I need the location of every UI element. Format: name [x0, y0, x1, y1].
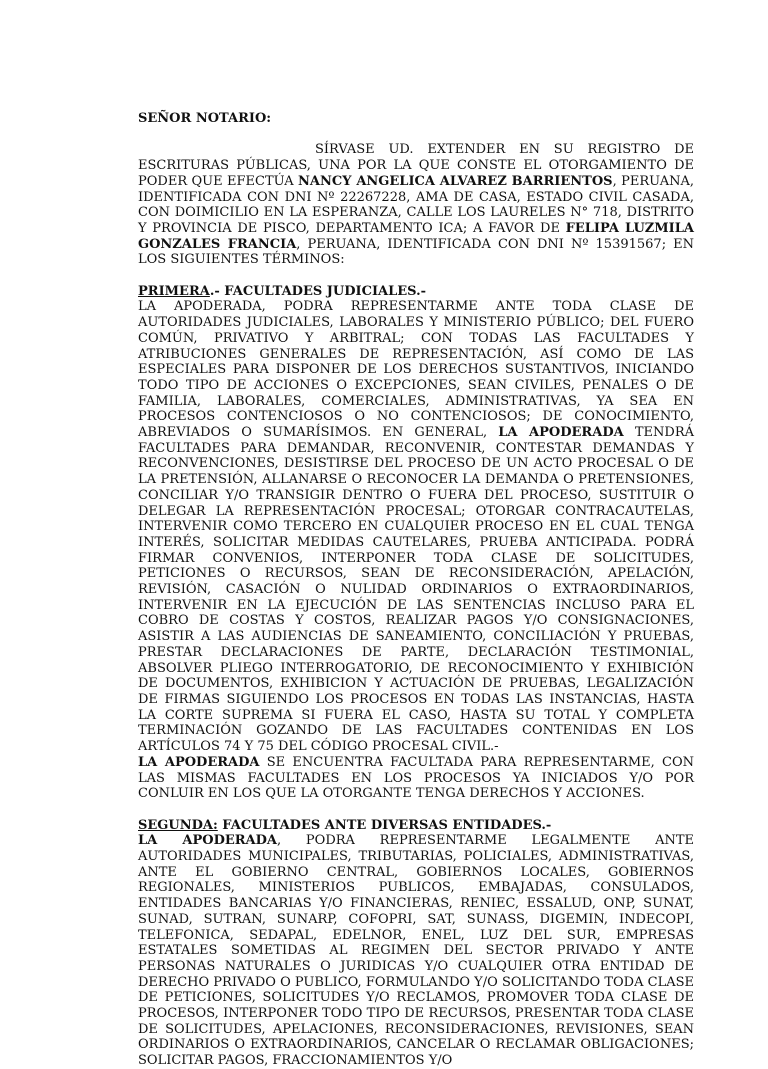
primera-text-2c: SE ENCUENTRA FACULTADA PARA REPRESENTARME, CON LAS MISMAS FACULTADES EN LOS PROCESOS YA INICIADOS Y/O POR CONLUIR EN LOS QUE LA OTORGANTE TENGA DERECHOS Y ACCIONES.	[138, 754, 695, 802]
segunda-heading-text: FACULTADES ANTE DIVERSAS ENTIDADES.-	[217, 817, 552, 833]
segunda-paragraph	[138, 833, 694, 1069]
primera-label: PRIMERA	[138, 283, 210, 299]
primera-paragraph-2	[138, 755, 694, 802]
grantor-name: NANCY ANGELICA ALVAREZ BARRIENTOS	[298, 173, 613, 189]
segunda-text-1: , PODRA REPRESENTARME LEGALMENTE ANTE AUTORIDADES MUNICIPALES, TRIBUTARIAS, POLICIALES, ADMINISTRATIVAS, ANTE EL GOBIERNO CENTRAL, GOBIERNOS LOCALES, GOBIERNOS REGIONALES, MINISTERIOS PUBLICOS, EMBAJADAS, CONSULADOS, ENTIDADES BANCARIAS Y/O FINANCIERAS, RENIEC, ESSALUD, ONP, SUNAT, SUNAD, SUTRAN, SUNARP, COFOPRI, SAT, SUNASS, DIGEMIN, INDECOPI, TELEFONICA, SEDAPAL, EDELNOR, ENEL, LUZ DEL SUR, EMPRESAS ESTATALES SOMETIDAS AL REGIMEN DEL SECTOR PRIVADO Y ANTE PERSONAS NATURALES O JURIDICAS Y/O CUALQUIER OTRA ENTIDAD DE DERECHO PRIVADO O PUBLICO, FORMULANDO Y/O SOLICITANDO TODA CLASE DE PETICIONES, SOLICITUDES Y/O RECLAMOS, PROMOVER TODA CLASE DE PROCESOS, INTERPONER TODO TIPO DE RECURSOS, PRESENTAR TODA CLASE DE SOLICITUDES, APELACIONES, RECONSIDERACIONES, REVISIONES, SEAN ORDINARIOS O EXTRAORDINARIOS, CANCELAR O RECLAMAR OBLIGACIONES; SOLICITAR PAGOS, FRACCIONAMIENTOS Y/O	[138, 833, 695, 1069]
document-page	[138, 111, 694, 1069]
spacer	[138, 802, 694, 818]
spacer	[138, 127, 694, 143]
segunda-label: SEGUNDA:	[138, 817, 218, 833]
primera-bold-1: LA APODERADA	[498, 425, 624, 441]
segunda-bold-1: LA APODERADA	[138, 833, 278, 849]
document-title: SEÑOR NOTARIO:	[138, 111, 272, 126]
intro-text-1: SÍRVASE UD. EXTENDER EN SU REGISTRO DE ESCRITURAS PÚBLICAS, UNA POR LA QUE CONSTE EL OTORGAMIENTO DE PODER QUE EFECTÚA	[138, 142, 694, 189]
primera-paragraph-1	[138, 299, 694, 754]
intro-text-3: , PERUANA, IDENTIFICADA CON DNI Nº 15391567; EN LOS SIGUIENTES TÉRMINOS:	[138, 236, 694, 268]
primera-heading	[138, 284, 694, 300]
primera-text-1c: TENDRÁ FACULTADES PARA DEMANDAR, RECONVENIR, CONTESTAR DEMANDAS Y RECONVENCIONES, DESISTIRSE DEL PROCESO DE UN ACTO PROCESAL O DE LA PRETENSIÓN, ALLANARSE O RECONOCER LA DEMANDA O PRETENSIONES, CONCILIAR Y/O TRANSIGIR DENTRO O FUERA DEL PROCESO, SUSTITUIR O DELEGAR LA REPRESENTACIÓN PROCESAL; OTORGAR CONTRACAUTELAS, INTERVENIR COMO TERCERO EN CUALQUIER PROCESO EN EL CUAL TENGA INTERÉS, SOLICITAR MEDIDAS CAUTELARES, PRUEBA ANTICIPADA. PODRÁ FIRMAR CONVENIOS, INTERPONER TODA CLASE DE SOLICITUDES, PETICIONES O RECURSOS, SEAN DE RECONSIDERACIÓN, APELACIÓN, REVISIÓN, CASACIÓN O NULIDAD ORDINARIOS O EXTRAORDINARIOS, INTERVENIR EN LA EJECUCIÓN DE LAS SENTENCIAS INCLUSO PARA EL COBRO DE COSTAS Y COSTOS, REALIZAR PAGOS Y/O CONSIGNACIONES, ASISTIR A LAS AUDIENCIAS DE SANEAMIENTO, CONCILIACIÓN Y PRUEBAS, PRESTAR DECLARACIONES DE PARTE, DECLARACIÓN TESTIMONIAL, ABSOLVER PLIEGO INTERROGATORIO, DE RECONOCIMIENTO Y EXHIBICIÓN DE DOCUMENTOS, EXHIBICION Y ACTUACIÓN DE PRUEBAS, LEGALIZACIÓN DE FIRMAS SIGUIENDO LOS PROCESOS EN TODAS LAS INSTANCIAS, HASTA LA CORTE SUPREMA SI FUERA EL CASO, HASTA SU TOTAL Y COMPLETA TERMINACIÓN GOZANDO DE LAS FACULTADES CONTENIDAS EN LOS ARTÍCULOS 74 Y 75 DEL CÓDIGO PROCESAL CIVIL.-	[138, 425, 694, 755]
primera-text-1a: LA APODERADA, PODRA REPRESENTARME ANTE TODA CLASE DE AUTORIDADES JUDICIALES, LABORALES Y MINISTERIO PÚBLICO; DEL FUERO COMÚN, PRIVATIVO Y ARBITRAL; CON TODAS LAS FACULTADES Y ATRIBUCIONES GENERALES DE REPRESENTACIÓN, ASÍ COMO DE LAS ESPECIALES PARA DISPONER DE LOS DERECHOS SUSTANTIVOS, INICIANDO TODO TIPO DE ACCIONES O EXCEPCIONES, SEAN CIVILES, PENALES O DE FAMILIA, LABORALES, COMERCIALES, ADMINISTRATIVAS, YA SEA EN PROCESOS CONTENCIOSOS O NO CONTENCIOSOS; DE CONOCIMIENTO, ABREVIADOS O SUMARÍSIMOS. EN GENERAL,	[138, 299, 694, 441]
intro-text-2: , PERUANA, IDENTIFICADA CON DNI Nº 22267228, AMA DE CASA, ESTADO CIVIL CASADA, CON DOIMICILIO EN LA ESPERANZA, CALLE LOS LAURELES N° 718, DISTRITO Y PROVINCIA DE PISCO, DEPARTAMENTO ICA; A FAVOR DE	[138, 173, 694, 236]
spacer	[138, 268, 694, 284]
primera-bold-2: LA APODERADA	[138, 754, 260, 770]
attorney-name: FELIPA LUZMILA GONZALES FRANCIA	[138, 220, 694, 252]
intro-paragraph	[138, 142, 694, 268]
segunda-heading	[138, 818, 694, 834]
primera-heading-text: .- FACULTADES JUDICIALES.-	[209, 283, 427, 299]
